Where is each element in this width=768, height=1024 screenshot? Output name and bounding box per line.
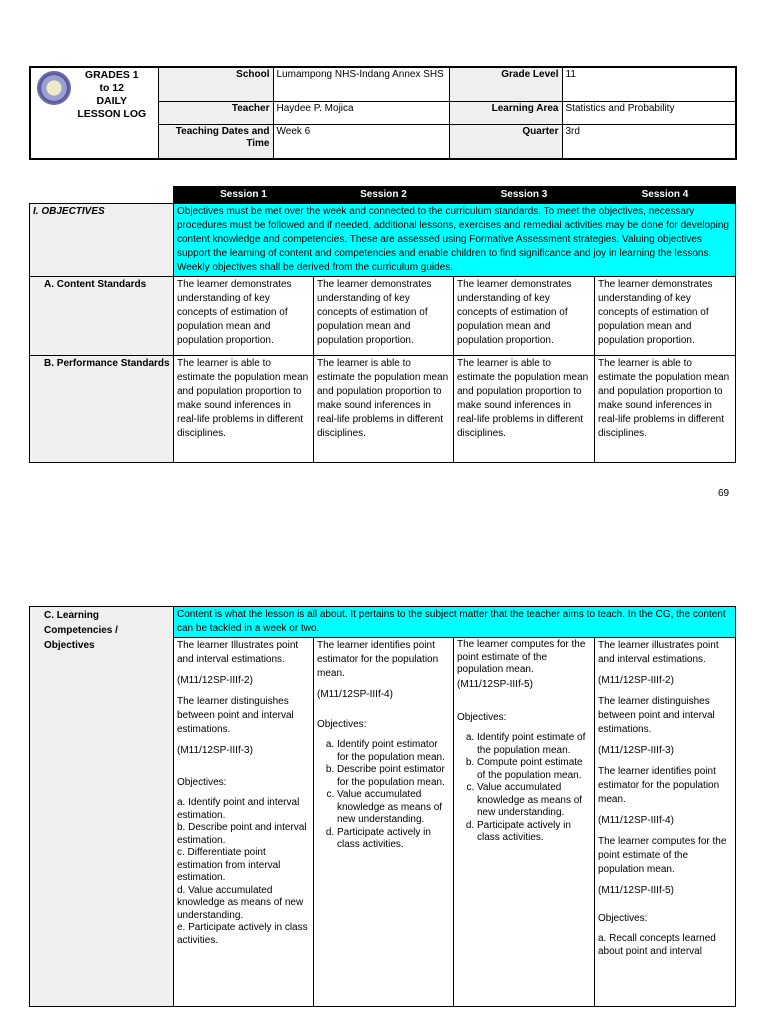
- learning-competencies-label: C. Learning Competencies / Objectives: [30, 607, 174, 1007]
- list-item: d. Value accumulated knowledge as means of new understanding.: [177, 884, 304, 921]
- grade-level-label: Grade Level: [449, 67, 562, 102]
- s1-competency-2: The learner distinguishes between point and interval estimations.: [177, 696, 294, 735]
- teaching-dates-value: Week 6: [273, 125, 449, 160]
- objectives-banner: Objectives must be met over the week and connected to the curriculum standards. To meet the objectives, necessary procedures must be followed and if needed, additional lessons, exercises and remedial activities may be done for developing content knowledge and competencies. These are assessed using Formative Assessment strategies. Valuing objectives support the learning of content and competencies and enable children to find significance and joy in learning the lessons. Weekly objectives shall be derived from the curriculum guides.: [174, 204, 736, 277]
- s4-competency-3: The learner identifies point estimator for the population mean.: [598, 766, 720, 805]
- list-item: a. Identify point estimator for the population mean.: [337, 739, 450, 764]
- list-item: d. Participate actively in class activities.: [477, 820, 591, 845]
- school-value: Lumampong NHS-Indang Annex SHS: [273, 67, 449, 102]
- competency-s2: [314, 638, 454, 1007]
- content-standards-label: A. Content Standards: [30, 277, 174, 356]
- objectives-table: [29, 186, 736, 463]
- objectives-label: I. OBJECTIVES: [30, 204, 174, 277]
- s1-code-1: (M11/12SP-IIIf-2): [177, 675, 253, 686]
- s2-competency-1: The learner identifies point estimator for the population mean.: [317, 640, 439, 679]
- s3-objectives-list: [457, 732, 591, 845]
- session-3-header: Session 3: [454, 187, 595, 204]
- s3-competency-1: The learner computes for the point estimate of the population mean.: [457, 639, 586, 675]
- school-label: School: [158, 67, 273, 102]
- list-item: b. Describe point estimator for the population mean.: [337, 764, 450, 789]
- s3-objectives-heading: Objectives:: [457, 712, 507, 723]
- s4-objectives-heading: Objectives:: [598, 913, 648, 924]
- dll-title-text: GRADES 1 to 12 DAILY LESSON LOG: [77, 69, 147, 120]
- competencies-table: [29, 606, 736, 1007]
- teacher-label: Teacher: [158, 102, 273, 125]
- blank-corner: [30, 187, 174, 204]
- content-standards-s1: The learner demonstrates understanding of key concepts of estimation of population mean and population proportion.: [174, 277, 314, 356]
- page-number: 69: [718, 488, 730, 499]
- list-item: c. Differentiate point estimation from interval estimation.: [177, 847, 281, 883]
- s2-objectives-list: [317, 739, 450, 852]
- performance-standards-s2: The learner is able to estimate the population mean and population proportion to make sound inferences in real-life problems in different disciplines.: [314, 356, 454, 463]
- s4-objectives-list: [598, 933, 732, 958]
- teaching-dates-label: Teaching Dates and Time: [158, 125, 273, 160]
- header-table: [29, 66, 737, 160]
- learning-area-value: Statistics and Probability: [562, 102, 736, 125]
- list-item: a. Identify point and interval estimation.: [177, 797, 300, 821]
- list-item: b. Compute point estimate of the population mean.: [477, 757, 591, 782]
- s4-competency-4: The learner computes for the point estimate of the population mean.: [598, 836, 727, 875]
- s4-code-3: (M11/12SP-IIIf-4): [598, 815, 674, 826]
- s1-objectives-heading: Objectives:: [177, 777, 227, 788]
- list-item: a. Identify point estimate of the population mean.: [477, 732, 591, 757]
- list-item: c. Value accumulated knowledge as means of new understanding.: [337, 789, 450, 827]
- s4-competency-1: The learner illustrates point and interval estimations.: [598, 640, 719, 665]
- s1-objectives-list: [177, 797, 310, 947]
- session-2-header: Session 2: [314, 187, 454, 204]
- performance-standards-s1: The learner is able to estimate the population mean and population proportion to make sound inferences in real-life problems in different disciplines.: [174, 356, 314, 463]
- session-4-header: Session 4: [595, 187, 736, 204]
- deped-seal-cell: [30, 67, 66, 159]
- list-item: b. Describe point and interval estimation.: [177, 822, 307, 846]
- s2-code-1: (M11/12SP-IIIf-4): [317, 689, 393, 700]
- competency-s4: [595, 638, 736, 1007]
- s3-code-1: (M11/12SP-IIIf-5): [457, 678, 533, 690]
- performance-standards-s4: The learner is able to estimate the population mean and population proportion to make sound inferences in real-life problems in different disciplines.: [595, 356, 736, 463]
- s2-objectives-heading: Objectives:: [317, 719, 367, 730]
- dll-title: [66, 67, 158, 159]
- learning-area-label: Learning Area: [449, 102, 562, 125]
- s1-competency-1: The learner Illustrates point and interval estimations.: [177, 640, 299, 665]
- performance-standards-label: B. Performance Standards: [30, 356, 174, 463]
- s1-code-2: (M11/12SP-IIIf-3): [177, 745, 253, 756]
- list-item: a. Recall concepts learned about point and interval: [598, 933, 716, 957]
- list-item: e. Participate actively in class activities.: [177, 922, 308, 946]
- content-banner: Content is what the lesson is all about. It pertains to the subject matter that the teacher aims to teach. In the CG, the content can be tackled in a week or two.: [174, 607, 736, 638]
- content-standards-s4: The learner demonstrates understanding of key concepts of estimation of population mean and population proportion.: [595, 277, 736, 356]
- s4-competency-2: The learner distinguishes between point and interval estimations.: [598, 696, 715, 735]
- competency-s1: [174, 638, 314, 1007]
- quarter-value: 3rd: [562, 125, 736, 160]
- list-item: d. Participate actively in class activities.: [337, 827, 450, 852]
- grade-level-value: 11: [562, 67, 736, 102]
- performance-standards-s3: The learner is able to estimate the population mean and population proportion to make sound inferences in real-life problems in different disciplines.: [454, 356, 595, 463]
- quarter-label: Quarter: [449, 125, 562, 160]
- session-1-header: Session 1: [174, 187, 314, 204]
- s4-code-2: (M11/12SP-IIIf-3): [598, 745, 674, 756]
- content-standards-s3: The learner demonstrates understanding of key concepts of estimation of population mean and population proportion.: [454, 277, 595, 356]
- competency-s3: [454, 638, 595, 1007]
- list-item: c. Value accumulated knowledge as means of new understanding.: [477, 782, 591, 820]
- s4-code-1: (M11/12SP-IIIf-2): [598, 675, 674, 686]
- s4-code-4: (M11/12SP-IIIf-5): [598, 885, 674, 896]
- content-standards-s2: The learner demonstrates understanding of key concepts of estimation of population mean and population proportion.: [314, 277, 454, 356]
- teacher-value: Haydee P. Mojica: [273, 102, 449, 125]
